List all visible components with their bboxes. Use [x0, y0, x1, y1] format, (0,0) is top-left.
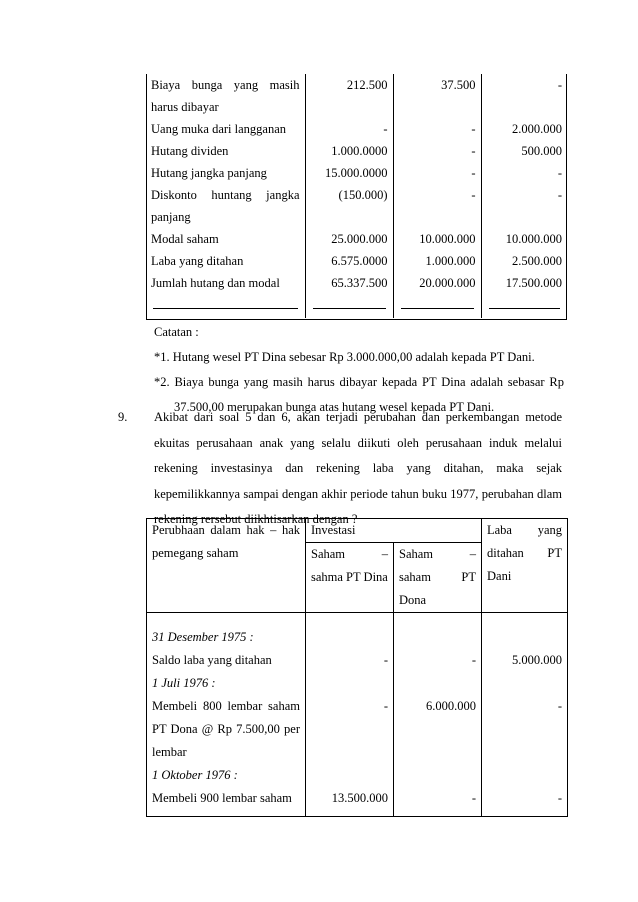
row-label: Laba yang ditahan: [146, 250, 305, 272]
equity-changes-table: [146, 518, 568, 817]
cell-value: -: [471, 791, 476, 805]
table-row: [146, 162, 567, 184]
header-saham-dina: Saham – sahma PT Dina: [306, 543, 394, 613]
col-saham-dona: [394, 613, 482, 817]
cell-dani: -: [557, 188, 562, 202]
cell-dina: 15.000.0000: [305, 162, 393, 184]
cell-value: -: [471, 653, 476, 667]
row-label: Diskonto huntang jangka panjang: [146, 184, 305, 228]
underline-row: [146, 294, 567, 318]
cell-dina: 65.337.500: [305, 272, 393, 294]
cell-dina: 1.000.0000: [305, 140, 393, 162]
cell-dona: -: [393, 140, 481, 162]
row-label: Hutang dividen: [146, 140, 305, 162]
cell-dani: 2.500.000: [512, 254, 562, 268]
table-row: [146, 272, 567, 294]
row-label: Saldo laba yang ditahan: [152, 653, 272, 667]
cell-dina: 25.000.000: [305, 228, 393, 250]
cell-value: 13.500.000: [331, 791, 388, 805]
question-9: [118, 405, 562, 533]
question-number: 9.: [118, 410, 128, 424]
underline: [401, 294, 474, 309]
note-2: *2. Biaya bunga yang masih harus dibayar kepada PT Dina adalah sebasar Rp: [154, 375, 564, 389]
cell-dina: 6.575.0000: [305, 250, 393, 272]
date-label: 1 Juli 1976 :: [152, 676, 216, 690]
cell-dona: 10.000.000: [393, 228, 481, 250]
cell-dona: -: [393, 118, 481, 140]
cell-dani: -: [557, 166, 562, 180]
underline: [153, 294, 298, 309]
cell-dina: -: [305, 118, 393, 140]
cell-dona: -: [393, 162, 481, 184]
underline: [313, 294, 386, 309]
cell-value: -: [383, 653, 388, 667]
cell-dona: 20.000.000: [393, 272, 481, 294]
question-text: Akibat dari soal 5 dan 6, akan terjadi perubahan dan perkembangan metode ekuitas perusahaan anak yang selalu diikuti oleh perusahaan induk melalui rekening investasinya dan rekening laba yang ditahan, maka sejak kepemilikkannya sampai dengan akhir periode tahun buku 1977, perubahan dlam rekening rersebut diikhtisarkan dengan ?: [154, 410, 562, 526]
underline: [489, 294, 561, 309]
date-label: 1 Oktober 1976 :: [152, 768, 238, 782]
row-label: Jumlah hutang dan modal: [146, 272, 305, 294]
cell-value: -: [383, 699, 388, 713]
date-label: 31 Desember 1975 :: [152, 630, 254, 644]
cell-value: -: [557, 791, 562, 805]
notes-title: Catatan :: [154, 325, 199, 339]
header-saham-dona: Saham – saham PT Dona: [394, 543, 482, 613]
row-label: Hutang jangka panjang: [146, 162, 305, 184]
table-row: [146, 74, 567, 118]
cell-value: 5.000.000: [512, 653, 562, 667]
cell-dani: 500.000: [521, 144, 562, 158]
cell-dona: 37.500: [393, 74, 481, 118]
cell-dina: (150.000): [305, 184, 393, 228]
row-label: Membeli 900 lembar saham: [152, 791, 292, 805]
header-changes: Perubhaan dalam hak – hak pemegang saham: [147, 519, 306, 613]
cell-dani: 17.500.000: [505, 276, 562, 290]
cell-dani: 2.000.000: [512, 122, 562, 136]
cell-dani: -: [557, 78, 562, 92]
note-1: *1. Hutang wesel PT Dina sebesar Rp 3.000.000,00 adalah kepada PT Dani.: [154, 350, 535, 364]
col-saham-dina: [306, 613, 394, 817]
table-row: [146, 228, 567, 250]
table-row: [146, 250, 567, 272]
cell-dona: -: [393, 184, 481, 228]
cell-dona: 1.000.000: [393, 250, 481, 272]
table-row: [146, 140, 567, 162]
table-body: [147, 613, 568, 817]
table-row: [146, 184, 567, 228]
liabilities-table: [146, 74, 567, 318]
row-label: Biaya bunga yang masih harus dibayar: [146, 74, 305, 118]
header-laba: Laba yang ditahan PT Dani: [482, 519, 568, 613]
row-label: Uang muka dari langganan: [146, 118, 305, 140]
header-investasi: Investasi: [306, 519, 482, 543]
col-laba: [482, 613, 568, 817]
cell-value: -: [557, 699, 562, 713]
row-label: Membeli 800 lembar saham PT Dona @ Rp 7.500,00 per lembar: [152, 699, 300, 759]
cell-dani: 10.000.000: [505, 232, 562, 246]
note-2-continued: 37.500,00 merupakan bunga atas hutang wesel kepada PT Dani.: [174, 400, 495, 414]
body-labels: [147, 613, 306, 817]
cell-dina: 212.500: [305, 74, 393, 118]
cell-value: 6.000.000: [426, 699, 476, 713]
header-row: [147, 519, 568, 543]
row-label: Modal saham: [146, 228, 305, 250]
table-row: [146, 118, 567, 140]
